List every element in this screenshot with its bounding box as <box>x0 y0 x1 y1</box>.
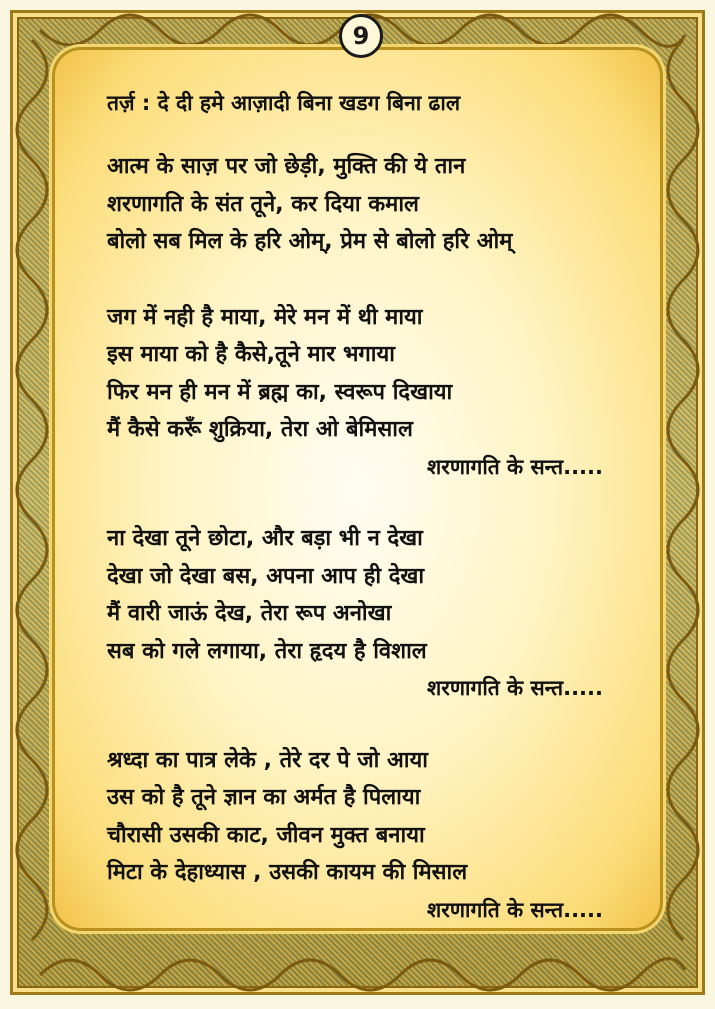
verse-line: इस माया को है कैसे,तूने मार भगाया <box>107 342 395 367</box>
verse-line: देखा जो देखा बस, अपना आप ही देखा <box>107 563 425 589</box>
verse-line: सब को गले लगाया, तेरा हृदय है विशाल <box>107 638 427 664</box>
page-number-badge: 9 <box>339 14 383 58</box>
stanza-4 <box>107 742 647 930</box>
stanza-1 <box>107 148 647 261</box>
verse-line: बोलो सब मिल के हरि ओम्, प्रेम से बोलो हरि ओम् <box>107 229 513 254</box>
verse-line: श्रध्दा का पात्र लेके , तेरे दर पे जो आया <box>107 747 428 773</box>
bhajan-text <box>107 88 647 963</box>
stanza-3 <box>107 520 647 708</box>
verse-line: मैं वारी जाऊं देख, तेरा रूप अनोखा <box>107 601 392 626</box>
verse-line: ना देखा तूने छोटा, और बड़ा भी न देखा <box>107 526 423 551</box>
tune-line: तर्ज़ : दे दी हमे आज़ादी बिना खडग बिना ढाल <box>107 91 461 115</box>
verse-line: जग में नही है माया, मेरे मन में थी माया <box>107 304 423 330</box>
verse-line: चौरासी उसकी काट, जीवन मुक्त बनाया <box>107 822 425 848</box>
refrain-line: शरणागति के सन्त..... <box>427 454 603 479</box>
verse-line: उस को है तूने ज्ञान का अर्मत है पिलाया <box>107 785 421 810</box>
verse-line: फिर मन ही मन में ब्रह्म का, स्वरूप दिखाया <box>107 379 453 405</box>
verse-line: मिटा के देहाध्यास , उसकी कायम की मिसाल <box>107 860 468 885</box>
refrain-line: शरणागति के सन्त..... <box>427 897 603 922</box>
verse-line: आत्म के साज़ पर जो छेड़ी, मुक्ति की ये तान <box>107 154 466 179</box>
verse-line: मैं कैसे करूँ शुक्रिया, तेरा ओ बेमिसाल <box>107 417 413 442</box>
verse-line: शरणागति के संत तूने, कर दिया कमाल <box>107 191 419 217</box>
stanza-2 <box>107 299 647 487</box>
refrain-line: शरणागति के सन्त..... <box>427 676 603 700</box>
